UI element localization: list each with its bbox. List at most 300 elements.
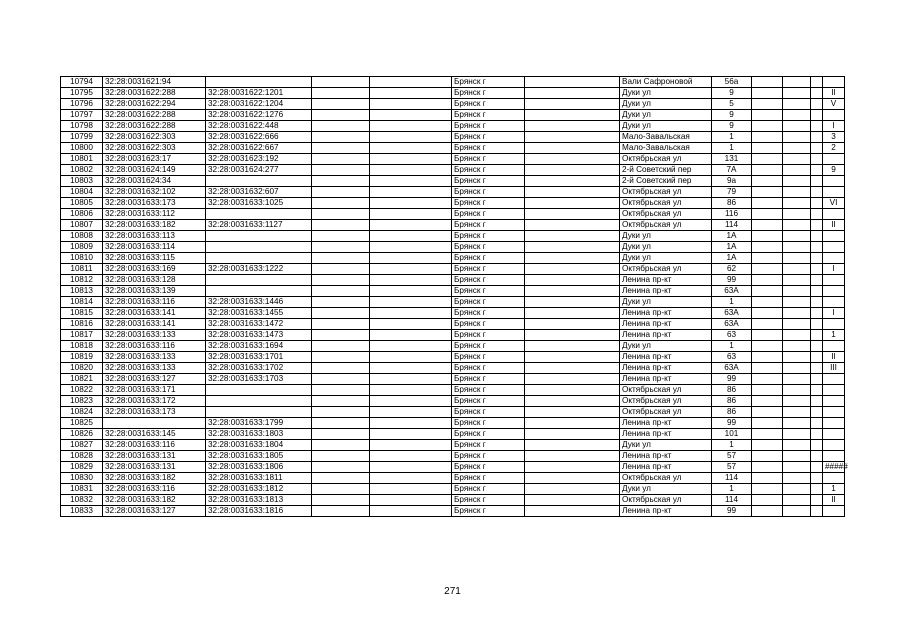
object-number-cell: 32:28:0031633:1702	[206, 363, 312, 374]
empty-cell-c	[525, 385, 620, 396]
empty-cell-d	[752, 363, 783, 374]
empty-cell-e	[783, 385, 811, 396]
apartment-cell	[823, 341, 845, 352]
empty-cell-e	[783, 88, 811, 99]
house-cell: 5	[712, 99, 752, 110]
empty-cell-a	[312, 99, 370, 110]
apartment-cell	[823, 110, 845, 121]
table-row	[61, 286, 845, 297]
empty-cell-b	[370, 99, 452, 110]
empty-cell-b	[370, 308, 452, 319]
empty-cell-b	[370, 407, 452, 418]
object-number-cell	[206, 396, 312, 407]
row-number-cell: 10825	[61, 418, 103, 429]
empty-cell-e	[783, 231, 811, 242]
cadastral-number-cell: 32:28:0031622:294	[103, 99, 206, 110]
object-number-cell: 32:28:0031633:1805	[206, 451, 312, 462]
empty-cell-c	[525, 77, 620, 88]
empty-cell-a	[312, 429, 370, 440]
table-row	[61, 341, 845, 352]
street-cell: Ленина пр-кт	[620, 275, 712, 286]
cadastral-number-cell: 32:28:0031633:145	[103, 429, 206, 440]
apartment-cell	[823, 77, 845, 88]
empty-cell-a	[312, 352, 370, 363]
cadastral-number-cell: 32:28:0031633:116	[103, 341, 206, 352]
row-number-cell: 10810	[61, 253, 103, 264]
row-number-cell: 10816	[61, 319, 103, 330]
street-cell: Дуки ул	[620, 88, 712, 99]
cadastral-number-cell: 32:28:0031633:131	[103, 451, 206, 462]
empty-cell-b	[370, 198, 452, 209]
empty-cell-b	[370, 187, 452, 198]
street-cell: 2-й Советский пер	[620, 165, 712, 176]
empty-cell-f	[811, 352, 823, 363]
table-row	[61, 132, 845, 143]
street-cell: Вали Сафроновой	[620, 77, 712, 88]
empty-cell-e	[783, 418, 811, 429]
empty-cell-e	[783, 110, 811, 121]
empty-cell-b	[370, 495, 452, 506]
empty-cell-c	[525, 253, 620, 264]
object-number-cell	[206, 253, 312, 264]
empty-cell-f	[811, 198, 823, 209]
city-cell: Брянск г	[452, 209, 525, 220]
empty-cell-c	[525, 88, 620, 99]
empty-cell-f	[811, 363, 823, 374]
empty-cell-f	[811, 99, 823, 110]
city-cell: Брянск г	[452, 187, 525, 198]
empty-cell-c	[525, 143, 620, 154]
table-row	[61, 429, 845, 440]
row-number-cell: 10813	[61, 286, 103, 297]
table-row	[61, 77, 845, 88]
empty-cell-e	[783, 77, 811, 88]
apartment-cell: III	[823, 363, 845, 374]
city-cell: Брянск г	[452, 242, 525, 253]
row-number-cell: 10823	[61, 396, 103, 407]
empty-cell-c	[525, 132, 620, 143]
empty-cell-e	[783, 99, 811, 110]
empty-cell-a	[312, 341, 370, 352]
empty-cell-f	[811, 374, 823, 385]
city-cell: Брянск г	[452, 143, 525, 154]
empty-cell-e	[783, 121, 811, 132]
empty-cell-d	[752, 506, 783, 517]
empty-cell-b	[370, 275, 452, 286]
empty-cell-c	[525, 220, 620, 231]
empty-cell-e	[783, 319, 811, 330]
empty-cell-c	[525, 330, 620, 341]
house-cell: 1	[712, 297, 752, 308]
row-number-cell: 10821	[61, 374, 103, 385]
empty-cell-f	[811, 407, 823, 418]
row-number-cell: 10818	[61, 341, 103, 352]
empty-cell-b	[370, 396, 452, 407]
object-number-cell: 32:28:0031633:1812	[206, 484, 312, 495]
cadastral-number-cell: 32:28:0031623:17	[103, 154, 206, 165]
cadastral-number-cell: 32:28:0031633:169	[103, 264, 206, 275]
cadastral-number-cell: 32:28:0031633:133	[103, 363, 206, 374]
empty-cell-a	[312, 462, 370, 473]
empty-cell-b	[370, 385, 452, 396]
cadastral-number-cell: 32:28:0031633:133	[103, 352, 206, 363]
object-number-cell: 32:28:0031633:1222	[206, 264, 312, 275]
house-cell: 9	[712, 121, 752, 132]
empty-cell-f	[811, 297, 823, 308]
house-cell: 57	[712, 462, 752, 473]
cadastral-number-cell: 32:28:0031633:172	[103, 396, 206, 407]
city-cell: Брянск г	[452, 231, 525, 242]
cadastral-number-cell: 32:28:0031633:116	[103, 440, 206, 451]
apartment-cell	[823, 242, 845, 253]
apartment-cell	[823, 418, 845, 429]
table-row	[61, 121, 845, 132]
empty-cell-e	[783, 154, 811, 165]
empty-cell-a	[312, 396, 370, 407]
apartment-cell: 3	[823, 132, 845, 143]
object-number-cell: 32:28:0031633:1473	[206, 330, 312, 341]
empty-cell-c	[525, 396, 620, 407]
empty-cell-a	[312, 220, 370, 231]
empty-cell-a	[312, 385, 370, 396]
cadastral-number-cell: 32:28:0031633:113	[103, 231, 206, 242]
apartment-cell	[823, 385, 845, 396]
table-row	[61, 231, 845, 242]
empty-cell-e	[783, 176, 811, 187]
empty-cell-c	[525, 165, 620, 176]
street-cell: Октябрьская ул	[620, 209, 712, 220]
empty-cell-f	[811, 418, 823, 429]
object-number-cell	[206, 242, 312, 253]
empty-cell-e	[783, 374, 811, 385]
street-cell: Ленина пр-кт	[620, 506, 712, 517]
cadastral-number-cell: 32:28:0031633:127	[103, 374, 206, 385]
empty-cell-e	[783, 264, 811, 275]
empty-cell-a	[312, 121, 370, 132]
street-cell: Октябрьская ул	[620, 495, 712, 506]
row-number-cell: 10819	[61, 352, 103, 363]
empty-cell-a	[312, 253, 370, 264]
table-row	[61, 99, 845, 110]
empty-cell-a	[312, 110, 370, 121]
apartment-cell	[823, 176, 845, 187]
table-row	[61, 385, 845, 396]
empty-cell-f	[811, 286, 823, 297]
object-number-cell: 32:28:0031633:1816	[206, 506, 312, 517]
apartment-cell	[823, 231, 845, 242]
city-cell: Брянск г	[452, 198, 525, 209]
empty-cell-e	[783, 308, 811, 319]
house-cell: 114	[712, 495, 752, 506]
apartment-cell: 2	[823, 143, 845, 154]
empty-cell-c	[525, 275, 620, 286]
cadastral-number-cell: 32:28:0031633:128	[103, 275, 206, 286]
city-cell: Брянск г	[452, 363, 525, 374]
house-cell: 9	[712, 110, 752, 121]
empty-cell-b	[370, 121, 452, 132]
row-number-cell: 10833	[61, 506, 103, 517]
city-cell: Брянск г	[452, 418, 525, 429]
cadastral-number-cell: 32:28:0031633:171	[103, 385, 206, 396]
row-number-cell: 10807	[61, 220, 103, 231]
empty-cell-e	[783, 341, 811, 352]
table-row	[61, 396, 845, 407]
empty-cell-c	[525, 341, 620, 352]
city-cell: Брянск г	[452, 352, 525, 363]
empty-cell-a	[312, 407, 370, 418]
cadastral-number-cell: 32:28:0031624:34	[103, 176, 206, 187]
row-number-cell: 10822	[61, 385, 103, 396]
empty-cell-a	[312, 187, 370, 198]
object-number-cell	[206, 77, 312, 88]
row-number-cell: 10811	[61, 264, 103, 275]
object-number-cell: 32:28:0031633:1025	[206, 198, 312, 209]
table-row	[61, 187, 845, 198]
street-cell: Ленина пр-кт	[620, 330, 712, 341]
empty-cell-d	[752, 462, 783, 473]
street-cell: Ленина пр-кт	[620, 429, 712, 440]
empty-cell-e	[783, 484, 811, 495]
city-cell: Брянск г	[452, 385, 525, 396]
empty-cell-a	[312, 330, 370, 341]
house-cell: 86	[712, 385, 752, 396]
cadastral-number-cell: 32:28:0031633:114	[103, 242, 206, 253]
city-cell: Брянск г	[452, 319, 525, 330]
city-cell: Брянск г	[452, 154, 525, 165]
street-cell: Дуки ул	[620, 99, 712, 110]
empty-cell-a	[312, 231, 370, 242]
empty-cell-c	[525, 352, 620, 363]
empty-cell-e	[783, 198, 811, 209]
empty-cell-d	[752, 253, 783, 264]
empty-cell-d	[752, 451, 783, 462]
city-cell: Брянск г	[452, 165, 525, 176]
empty-cell-b	[370, 154, 452, 165]
empty-cell-a	[312, 495, 370, 506]
row-number-cell: 10824	[61, 407, 103, 418]
empty-cell-b	[370, 374, 452, 385]
object-number-cell: 32:28:0031633:1703	[206, 374, 312, 385]
object-number-cell: 32:28:0031633:1811	[206, 473, 312, 484]
house-cell: 1	[712, 341, 752, 352]
city-cell: Брянск г	[452, 396, 525, 407]
apartment-cell	[823, 209, 845, 220]
apartment-cell	[823, 154, 845, 165]
cadastral-number-cell: 32:28:0031633:116	[103, 297, 206, 308]
cadastral-number-cell: 32:28:0031624:149	[103, 165, 206, 176]
street-cell: Ленина пр-кт	[620, 374, 712, 385]
table-row	[61, 264, 845, 275]
table-row	[61, 374, 845, 385]
empty-cell-f	[811, 132, 823, 143]
empty-cell-b	[370, 132, 452, 143]
empty-cell-f	[811, 506, 823, 517]
empty-cell-e	[783, 275, 811, 286]
row-number-cell: 10828	[61, 451, 103, 462]
house-cell: 63	[712, 330, 752, 341]
house-cell: 99	[712, 374, 752, 385]
empty-cell-f	[811, 220, 823, 231]
empty-cell-e	[783, 209, 811, 220]
registry-table	[60, 76, 848, 517]
empty-cell-a	[312, 363, 370, 374]
city-cell: Брянск г	[452, 77, 525, 88]
object-number-cell: 32:28:0031632:607	[206, 187, 312, 198]
empty-cell-a	[312, 374, 370, 385]
empty-cell-f	[811, 396, 823, 407]
cadastral-number-cell: 32:28:0031633:139	[103, 286, 206, 297]
empty-cell-f	[811, 495, 823, 506]
street-cell: Ленина пр-кт	[620, 352, 712, 363]
empty-cell-d	[752, 473, 783, 484]
empty-cell-b	[370, 352, 452, 363]
house-cell: 9	[712, 88, 752, 99]
row-number-cell: 10796	[61, 99, 103, 110]
empty-cell-a	[312, 154, 370, 165]
empty-cell-f	[811, 209, 823, 220]
empty-cell-c	[525, 407, 620, 418]
empty-cell-e	[783, 495, 811, 506]
table-row	[61, 253, 845, 264]
empty-cell-a	[312, 286, 370, 297]
empty-cell-a	[312, 143, 370, 154]
cadastral-number-cell: 32:28:0031621:94	[103, 77, 206, 88]
object-number-cell: 32:28:0031622:1201	[206, 88, 312, 99]
house-cell: 63	[712, 352, 752, 363]
house-cell: 114	[712, 220, 752, 231]
empty-cell-f	[811, 275, 823, 286]
object-number-cell: 32:28:0031633:1127	[206, 220, 312, 231]
empty-cell-d	[752, 165, 783, 176]
house-cell: 86	[712, 396, 752, 407]
empty-cell-a	[312, 242, 370, 253]
street-cell: Дуки ул	[620, 121, 712, 132]
empty-cell-d	[752, 429, 783, 440]
empty-cell-a	[312, 451, 370, 462]
house-cell: 63А	[712, 319, 752, 330]
table-row	[61, 110, 845, 121]
house-cell: 86	[712, 198, 752, 209]
empty-cell-b	[370, 341, 452, 352]
apartment-cell	[823, 451, 845, 462]
table-row	[61, 407, 845, 418]
apartment-cell: II	[823, 352, 845, 363]
empty-cell-e	[783, 429, 811, 440]
object-number-cell	[206, 385, 312, 396]
empty-cell-a	[312, 484, 370, 495]
empty-cell-c	[525, 264, 620, 275]
empty-cell-c	[525, 154, 620, 165]
object-number-cell	[206, 286, 312, 297]
empty-cell-f	[811, 462, 823, 473]
city-cell: Брянск г	[452, 176, 525, 187]
table-row	[61, 319, 845, 330]
cadastral-number-cell: 32:28:0031633:182	[103, 473, 206, 484]
object-number-cell	[206, 275, 312, 286]
table-row	[61, 363, 845, 374]
cadastral-number-cell: 32:28:0031632:102	[103, 187, 206, 198]
row-number-cell: 10808	[61, 231, 103, 242]
empty-cell-a	[312, 440, 370, 451]
object-number-cell: 32:28:0031633:1813	[206, 495, 312, 506]
empty-cell-d	[752, 352, 783, 363]
empty-cell-b	[370, 462, 452, 473]
empty-cell-b	[370, 506, 452, 517]
empty-cell-b	[370, 77, 452, 88]
city-cell: Брянск г	[452, 341, 525, 352]
empty-cell-d	[752, 242, 783, 253]
empty-cell-a	[312, 308, 370, 319]
empty-cell-f	[811, 429, 823, 440]
empty-cell-f	[811, 253, 823, 264]
empty-cell-c	[525, 451, 620, 462]
apartment-cell	[823, 440, 845, 451]
house-cell: 63А	[712, 286, 752, 297]
empty-cell-a	[312, 297, 370, 308]
house-cell: 99	[712, 418, 752, 429]
street-cell: Ленина пр-кт	[620, 319, 712, 330]
empty-cell-d	[752, 187, 783, 198]
apartment-cell	[823, 275, 845, 286]
row-number-cell: 10801	[61, 154, 103, 165]
house-cell: 9а	[712, 176, 752, 187]
object-number-cell	[206, 407, 312, 418]
street-cell: Октябрьская ул	[620, 407, 712, 418]
cadastral-number-cell: 32:28:0031633:112	[103, 209, 206, 220]
empty-cell-c	[525, 308, 620, 319]
house-cell: 1А	[712, 253, 752, 264]
empty-cell-f	[811, 264, 823, 275]
street-cell: Ленина пр-кт	[620, 418, 712, 429]
empty-cell-c	[525, 319, 620, 330]
table-row	[61, 484, 845, 495]
empty-cell-e	[783, 242, 811, 253]
empty-cell-d	[752, 484, 783, 495]
street-cell: Дуки ул	[620, 110, 712, 121]
empty-cell-a	[312, 209, 370, 220]
empty-cell-e	[783, 220, 811, 231]
table-row	[61, 473, 845, 484]
empty-cell-b	[370, 143, 452, 154]
street-cell: Дуки ул	[620, 253, 712, 264]
table-row	[61, 440, 845, 451]
empty-cell-c	[525, 374, 620, 385]
empty-cell-e	[783, 165, 811, 176]
city-cell: Брянск г	[452, 220, 525, 231]
empty-cell-d	[752, 231, 783, 242]
house-cell: 86	[712, 407, 752, 418]
empty-cell-e	[783, 352, 811, 363]
table-row	[61, 198, 845, 209]
row-number-cell: 10812	[61, 275, 103, 286]
house-cell: 114	[712, 473, 752, 484]
empty-cell-c	[525, 429, 620, 440]
object-number-cell: 32:28:0031622:667	[206, 143, 312, 154]
empty-cell-b	[370, 319, 452, 330]
empty-cell-b	[370, 440, 452, 451]
empty-cell-d	[752, 330, 783, 341]
cadastral-number-cell: 32:28:0031633:182	[103, 220, 206, 231]
city-cell: Брянск г	[452, 88, 525, 99]
house-cell: 7А	[712, 165, 752, 176]
empty-cell-a	[312, 176, 370, 187]
house-cell: 63А	[712, 308, 752, 319]
apartment-cell: 1	[823, 484, 845, 495]
empty-cell-f	[811, 187, 823, 198]
row-number-cell: 10832	[61, 495, 103, 506]
empty-cell-b	[370, 88, 452, 99]
house-cell: 116	[712, 209, 752, 220]
